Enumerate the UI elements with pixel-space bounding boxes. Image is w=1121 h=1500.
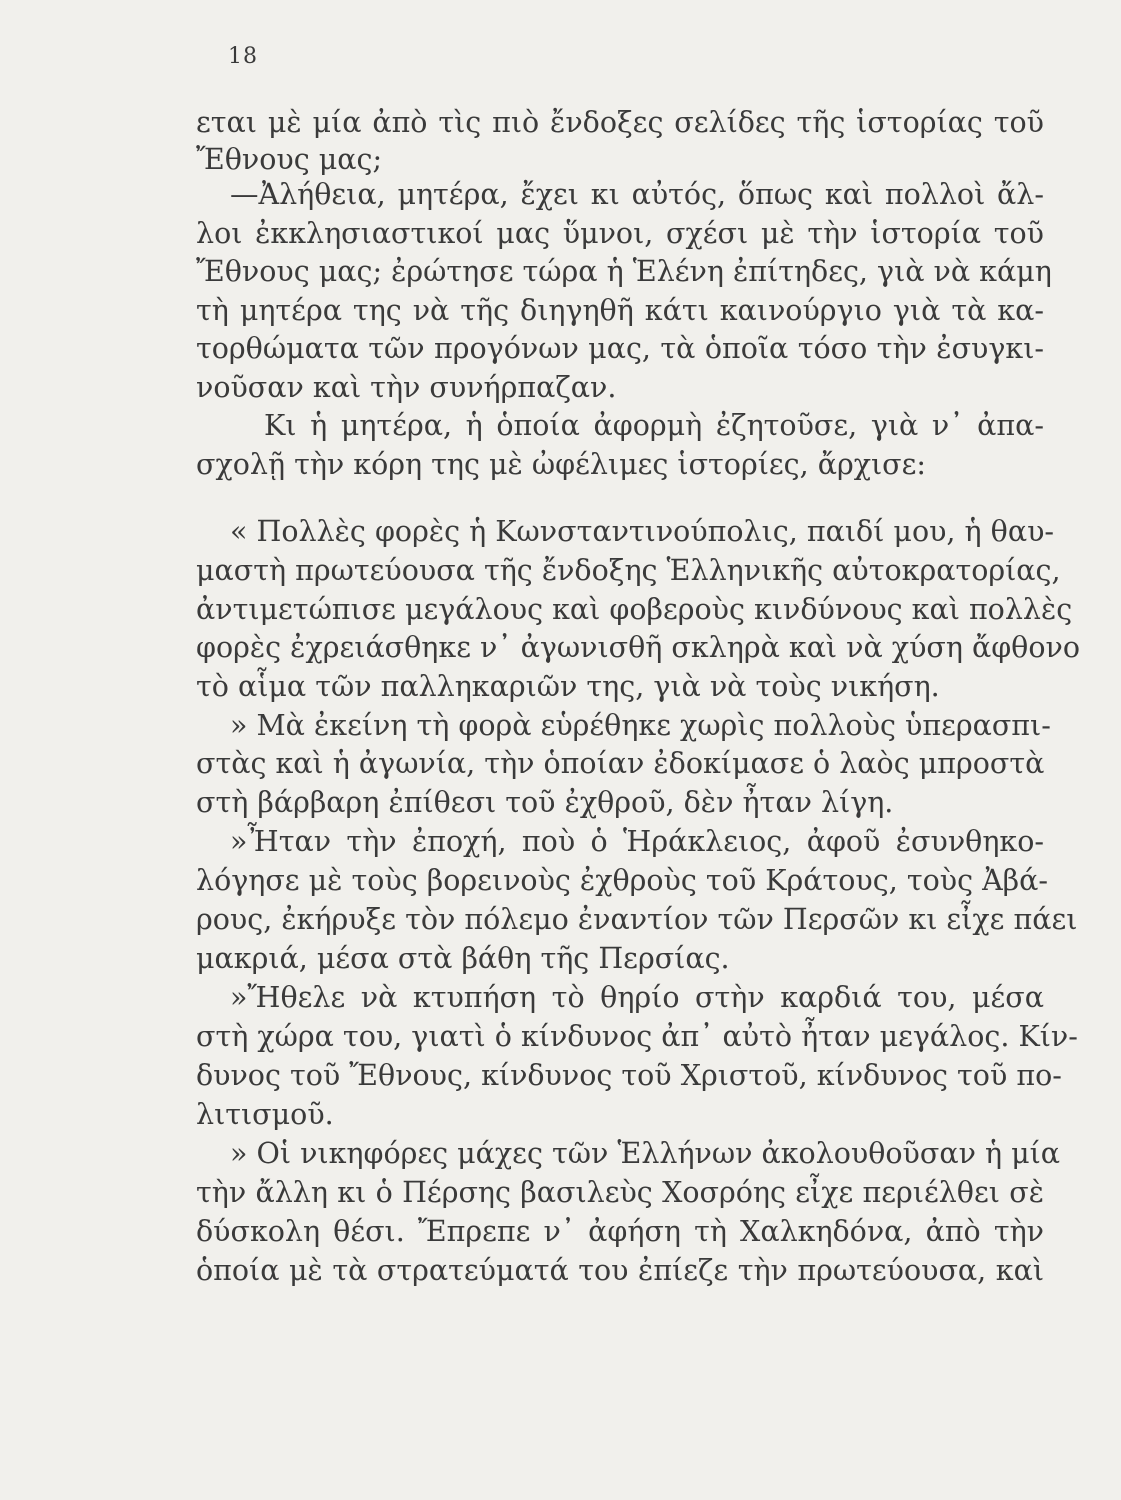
text-line: ὁποία μὲ τὰ στρατεύματά του ἐπίεζε τὴν πρωτεύουσα, καὶ [196,1254,1044,1287]
text-line: ρους, ἐκήρυξε τὸν πόλεμο ἐναντίον τῶν Περσῶν κι εἶχε πάει [196,903,1078,936]
text-line: »Ἦταν τὴν ἐποχή, ποὺ ὁ Ἡράκλειος, ἀφοῦ ἐσυνθηκο- [230,825,1044,858]
text-line: τορθώματα τῶν προγόνων μας, τὰ ὁποῖα τόσο τὴν ἐσυγκι- [196,332,1044,365]
text-line: τὸ αἷμα τῶν παλληκαριῶν της, γιὰ νὰ τοὺς νικήση. [196,670,940,703]
text-line: « Πολλὲς φορὲς ἡ Κωνσταντινούπολις, παιδί μου, ἡ θαυ- [230,515,1055,548]
text-line: Κι ἡ μητέρα, ἡ ὁποία ἀφορμὴ ἐζητοῦσε, γιὰ ν᾿ ἀπα- [264,409,1044,442]
text-line: ἀντιμετώπισε μεγάλους καὶ φοβεροὺς κινδύνους καὶ πολλὲς [196,593,1073,626]
text-line: Ἔθνους μας; [196,143,383,176]
text-line: στὰς καὶ ἡ ἀγωνία, τὴν ὁποίαν ἐδοκίμασε ὁ λαὸς μπροστὰ [196,747,1045,780]
text-line: » Μὰ ἐκείνη τὴ φορὰ εὑρέθηκε χωρὶς πολλοὺς ὑπερασπι- [230,709,1051,742]
text-line: δύσκολη θέσι. Ἔπρεπε ν᾿ ἀφήση τὴ Χαλκηδόνα, ἀπὸ τὴν [196,1215,1044,1248]
text-line: λόγησε μὲ τοὺς βορεινοὺς ἐχθροὺς τοῦ Κράτους, τοὺς Ἀβά- [196,864,1049,897]
text-line: δυνος τοῦ Ἔθνους, κίνδυνος τοῦ Χριστοῦ, κίνδυνος τοῦ πο- [196,1059,1062,1092]
text-line: λοι ἐκκλησιαστικοί μας ὕμνοι, σχέσι μὲ τὴν ἱστορία τοῦ [196,217,1044,250]
page-number: 18 [228,44,258,69]
text-line: εται μὲ μία ἀπὸ τὶς πιὸ ἔνδοξες σελίδες τῆς ἱστορίας τοῦ [196,106,1044,139]
text-line: φορὲς ἐχρειάσθηκε ν᾿ ἀγωνισθῆ σκληρὰ καὶ νὰ χύση ἄφθονο [196,631,1080,664]
text-line: » Οἱ νικηφόρες μάχες τῶν Ἑλλήνων ἀκολουθοῦσαν ἡ μία [230,1137,1061,1170]
text-line: λιτισμοῦ. [196,1098,334,1131]
text-line: τὴν ἄλλη κι ὁ Πέρσης βασιλεὺς Χοσρόης εἶχε περιέλθει σὲ [196,1176,1044,1209]
text-line: νοῦσαν καὶ τὴν συνήρπαζαν. [196,371,617,404]
text-line: Ἔθνους μας; ἐρώτησε τώρα ἡ Ἑλένη ἐπίτηδες, γιὰ νὰ κάμη [196,255,1052,288]
text-line: τὴ μητέρα της νὰ τῆς διηγηθῆ κάτι καινούργιο γιὰ τὰ κα- [196,294,1044,327]
text-line: σχολῇ τὴν κόρη της μὲ ὠφέλιμες ἱστορίες, ἄρχισε: [196,448,927,481]
text-line: στὴ χώρα του, γιατὶ ὁ κίνδυνος ἀπ᾿ αὐτὸ ἦταν μεγάλος. Κίν- [196,1020,1078,1053]
text-line: »Ἤθελε νὰ κτυπήση τὸ θηρίο στὴν καρδιά του, μέσα [230,981,1044,1014]
text-line: μακριά, μέσα στὰ βάθη τῆς Περσίας. [196,942,730,975]
text-line: —Ἀλήθεια, μητέρα, ἔχει κι αὐτός, ὅπως καὶ πολλοὶ ἄλ- [230,178,1044,211]
text-line: στὴ βάρβαρη ἐπίθεσι τοῦ ἐχθροῦ, δὲν ἦταν λίγη. [196,786,894,819]
text-line: μαστὴ πρωτεύουσα τῆς ἔνδοξης Ἑλληνικῆς αὐτοκρατορίας, [196,554,1061,587]
